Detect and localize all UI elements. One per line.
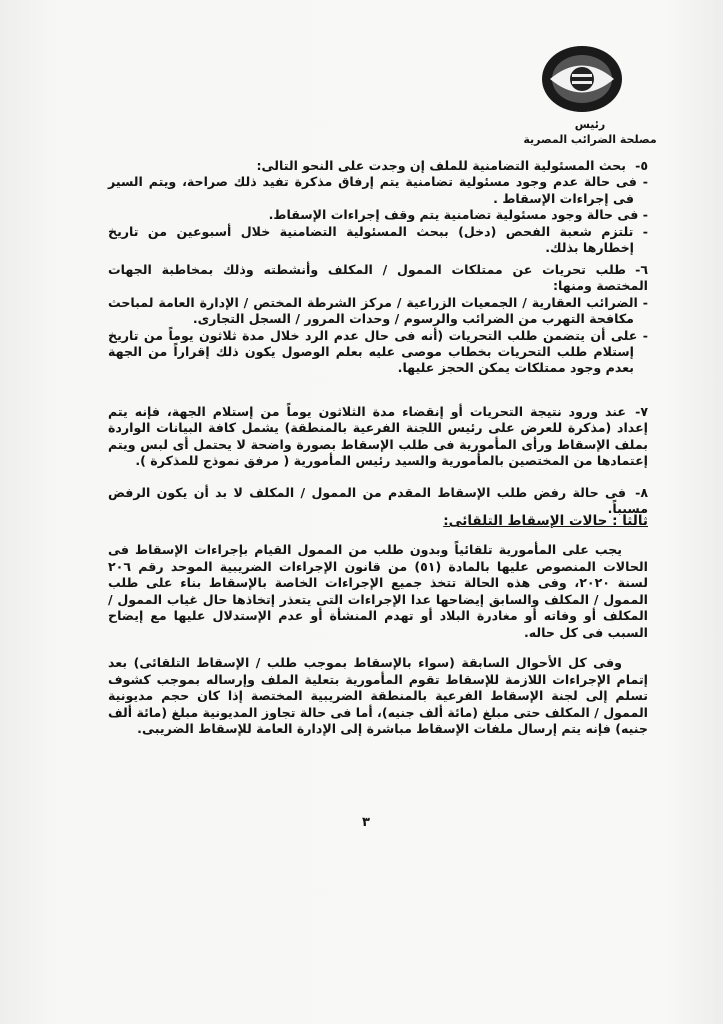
paragraph: يجب على المأمورية تلقائياً وبدون طلب من الممول القيام بإجراءات الإسقاط فى الحالات المنصوص عليها بالمادة (٥١) من قانون الإجراءات الضريبية الموحد رقم ٢٠٦ لسنة ٢٠٢٠، وفى هذه الحالة تتخذ جميع الإجراءات الخاصة بالإسقاط بناء على طلب الممول / المكلف والسابق إيضاحها عدا الإجراءات التى يتعذر إتخاذها حال غياب الممول / المكلف أو وفاته أو مغادرة البلاد أو تهدم المنشأة أو عدم الإستدلال عليها مع إيضاح السبب فى كل حاله. — [108, 542, 648, 640]
item-text: عند ورود نتيجة التحريات أو إنقضاء مدة الثلاثون يوماً من إستلام الجهة، فإنه يتم إعداد (مذكرة للعرض على رئيس اللجنة الفرعية بالمنطقة) يشمل كافة البيانات الواردة بملف الإسقاط ورأى المأمورية فى طلب الإسقاط بصورة واضحة لا يحتمل أى لبس ويتم إعتمادها من المختصين بالمأمورية والسيد رئيس المأمورية ( مرفق نموذج للمذكرة ). — [108, 404, 648, 469]
bullet: - فى حالة عدم وجود مسئولية تضامنية يتم إرفاق مذكرة تفيد ذلك صراحة، ويتم السير فى إجراءات الإسقاط . — [108, 174, 648, 206]
item-number: ٧- — [635, 404, 648, 419]
bullet: - فى حالة وجود مسئولية تضامنية يتم وقف إجراءات الإسقاط. — [268, 207, 648, 223]
item-5 — [108, 158, 648, 256]
tax-authority-logo — [540, 44, 624, 114]
section-heading — [108, 513, 648, 529]
page-number: ٣ — [362, 815, 370, 830]
header-title: رئيس — [574, 118, 606, 131]
paragraph: وفى كل الأحوال السابقة (سواء بالإسقاط بموجب طلب / الإسقاط التلقائى) بعد إتمام الإجراءات اللازمة للإسقاط تقوم المأمورية بتعلية الملف وإرساله بموجب كشوف تسلم إلى لجنة الإسقاط الفرعية بالمنطقة الضريبية المختصة إذا كان حجم مديونية الممول / المكلف حتى مبلغ (مائة ألف جنيه)، أما فى حالة تجاوز المديونية مبلغ (مائة ألف جنيه) فإنه يتم إرسال ملفات الإسقاط مباشرة إلى الإدارة العامة للإسقاط الضريبى. — [108, 655, 648, 737]
section-3-paragraph-2 — [108, 655, 648, 738]
header-organization: مصلحة الضرائب المصرية — [523, 133, 657, 146]
item-heading: بحث المسئولية التضامنية للملف إن وجدت على النحو التالى: — [256, 158, 626, 173]
bullet: - الضرائب العقارية / الجمعيات الزراعية / مركز الشرطة المختص / الإدارة العامة لمباحث مكافحة التهرب من الضرائب والرسوم / وحدات المرور / السجل التجارى. — [108, 294, 648, 327]
item-number: ٦- — [635, 262, 648, 277]
item-text: فى حالة رفض طلب الإسقاط المقدم من الممول / المكلف لا بد أن يكون الرفض مسبباً. — [108, 485, 648, 517]
item-6 — [108, 262, 648, 377]
bullet: - تلتزم شعبة الفحص (دخل) ببحث المسئولية التضامنية خلال أسبوعين من تاريخ إخطارها بذلك. — [108, 223, 648, 256]
item-number: ٨- — [635, 485, 648, 500]
item-number: ٥- — [635, 158, 648, 173]
item-heading: طلب تحريات عن ممتلكات الممول / المكلف وأنشطته وذلك بمخاطبة الجهات المختصة ومنها: — [108, 262, 648, 294]
item-7 — [108, 404, 648, 470]
section-3-heading: ثالثا : حالات الإسقاط التلقائى: — [443, 513, 648, 529]
section-3-paragraph-1 — [108, 542, 648, 642]
bullet: - على أن يتضمن طلب التحريات (أنه فى حال عدم الرد خلال مدة ثلاثون يوماً من تاريخ إستلام طلب التحريات بخطاب موصى عليه بعلم الوصول يكون ذلك إقراراً من الجهة بعدم وجود ممتلكات يمكن الحجز عليها. — [108, 327, 648, 376]
